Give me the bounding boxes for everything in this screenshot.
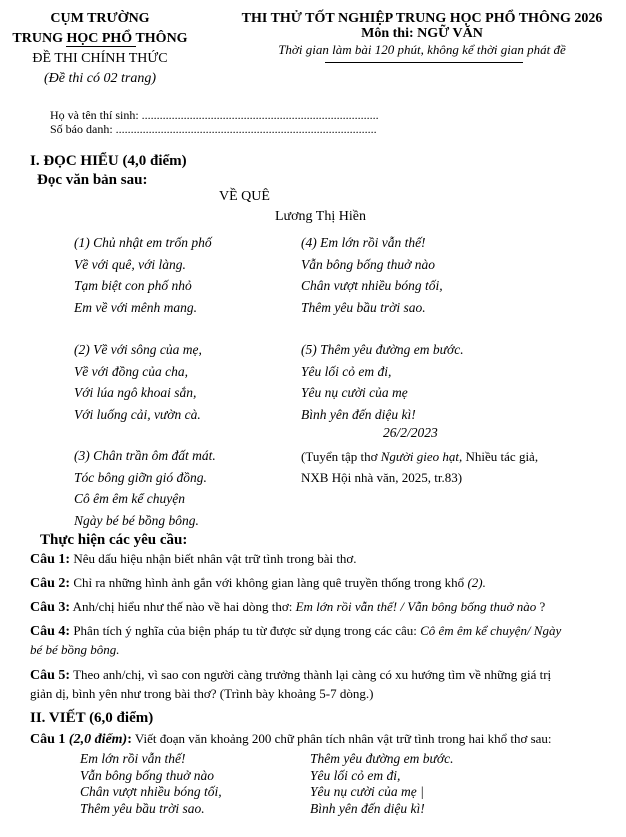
exam-duration: Thời gian làm bài 120 phút, không kể thời gian phát đề bbox=[278, 42, 566, 57]
tasks-title: Thực hiện các yêu cầu: bbox=[40, 532, 188, 548]
poem-line: Yêu nụ cười của mẹ bbox=[301, 385, 408, 400]
poem-source bbox=[301, 446, 538, 488]
question-text: Theo anh/chị, vì sao con người càng trưởng thành lại càng có xu hướng tìm về những giá trị bbox=[70, 667, 552, 682]
question-4 bbox=[30, 623, 561, 640]
poem-line: Yêu lối cỏ em đi, bbox=[301, 363, 392, 379]
question-text: Phân tích ý nghĩa của biện pháp tu từ được sử dụng trong các câu: bbox=[70, 623, 421, 638]
question-label: Câu 1: bbox=[30, 552, 71, 567]
poem-line: (1) Chủ nhật em trốn phố bbox=[74, 235, 212, 250]
source-publisher: NXB Hội nhà văn, 2025, tr.83) bbox=[301, 470, 463, 485]
poem-line: Em về với mênh mang. bbox=[74, 299, 198, 315]
verse-line: Em lớn rồi vẫn thế! bbox=[80, 751, 186, 766]
poem-line: Với lúa ngô khoai sắn, bbox=[74, 385, 197, 400]
poem-date: 26/2/2023 bbox=[383, 425, 438, 440]
poem-stanza-3 bbox=[74, 445, 216, 531]
poem-line: Chân vượt nhiều bóng tối, bbox=[301, 278, 443, 293]
poem-stanza-1 bbox=[74, 232, 212, 318]
question-quote: Em lớn rồi vẫn thế! / Vẫn bông bống thuở nào bbox=[295, 599, 537, 614]
poem-line: Vẫn bông bống thuở nào bbox=[301, 256, 435, 272]
question-label: Câu 1 bbox=[30, 732, 69, 747]
poem-line: (2) Về với sông của mẹ, bbox=[74, 342, 202, 357]
source-suffix: Nhiều tác giả, bbox=[462, 449, 539, 464]
poem-line: (4) Em lớn rồi vẫn thế! bbox=[301, 235, 426, 250]
question-points: (2,0 điểm) bbox=[68, 732, 128, 747]
verse-line: Chân vượt nhiều bóng tối, bbox=[80, 784, 222, 799]
section-writing-title: II. VIẾT (6,0 điểm) bbox=[30, 710, 154, 726]
school-underline bbox=[66, 46, 136, 47]
school-name: TRUNG HỌC PHỔ THÔNG bbox=[12, 31, 188, 46]
question-label: Câu 5: bbox=[30, 668, 71, 683]
verse-line: Thêm yêu bầu trời sao. bbox=[80, 800, 205, 816]
candidate-name-field[interactable]: Họ và tên thí sinh: ............................................................................... bbox=[50, 108, 379, 122]
question-text: Nêu dấu hiệu nhận biết nhân vật trữ tình trong bài thơ. bbox=[70, 551, 357, 566]
question-text: Viết đoạn văn khoảng 200 chữ phân tích nhân vật trữ tình trong hai khổ thơ sau: bbox=[131, 731, 552, 746]
poem-line: Thêm yêu bầu trời sao. bbox=[301, 299, 426, 315]
question-2 bbox=[30, 575, 486, 592]
poem-line: (5) Thêm yêu đường em bước. bbox=[301, 342, 464, 357]
question-quote: Cô êm êm kể chuyện/ Ngày bbox=[420, 623, 562, 638]
poem-stanza-4 bbox=[301, 232, 443, 318]
header-right-underline bbox=[325, 62, 523, 63]
question-label: Câu 2: bbox=[30, 576, 71, 591]
poem-line: Về với quê, với làng. bbox=[74, 256, 186, 272]
poem-line: Ngày bé bé bồng bông. bbox=[74, 512, 199, 528]
question-4-cont: bé bé bồng bông. bbox=[30, 642, 120, 657]
writing-verse-left bbox=[80, 751, 222, 817]
poem-line: Cô êm êm kể chuyện bbox=[74, 491, 185, 506]
exam-title: THI THỬ TỐT NGHIỆP TRUNG HỌC PHỔ THÔNG 2026 bbox=[241, 11, 603, 26]
verse-line: Thêm yêu đường em bước. bbox=[310, 751, 454, 766]
verse-line: Vẫn bông bống thuở nào bbox=[80, 767, 214, 783]
poem-title: VỀ QUÊ bbox=[219, 189, 270, 204]
question-5 bbox=[30, 667, 551, 684]
question-label: Câu 3: bbox=[30, 600, 71, 615]
question-colon: : bbox=[127, 732, 132, 747]
writing-verse-right bbox=[310, 751, 453, 817]
poem-author: Lương Thị Hiền bbox=[275, 209, 366, 224]
section-reading-title: I. ĐỌC HIỂU (4,0 điểm) bbox=[30, 153, 187, 169]
poem-line: Tạm biệt con phố nhỏ bbox=[74, 278, 192, 293]
poem-line: Tóc bông giỡn gió đồng. bbox=[74, 469, 207, 485]
reading-instruction: Đọc văn bản sau: bbox=[37, 172, 148, 188]
verse-line: Yêu nụ cười của mẹ | bbox=[310, 784, 424, 799]
poem-line: Với luống cải, vườn cà. bbox=[74, 406, 201, 422]
exam-subject: Môn thi: NGỮ VĂN bbox=[361, 26, 483, 41]
poem-stanza-2 bbox=[74, 339, 202, 425]
question-label: Câu 4: bbox=[30, 624, 71, 639]
question-5-cont: giản dị, bình yên như trong bài thơ? (Trình bày khoảng 5-7 dòng.) bbox=[30, 686, 374, 701]
poem-line: Về với đồng của cha, bbox=[74, 363, 189, 379]
question-end: ? bbox=[536, 599, 546, 614]
poem-line: Bình yên đến diệu kì! bbox=[301, 406, 416, 422]
question-text: Chỉ ra những hình ảnh gắn với không gian làng quê truyền thống trong khổ bbox=[70, 575, 468, 590]
source-prefix: (Tuyển tập thơ bbox=[301, 449, 381, 464]
source-book: Người gieo hạt, bbox=[380, 449, 463, 464]
question-1 bbox=[30, 551, 357, 568]
poem-stanza-5 bbox=[301, 339, 464, 425]
writing-question-1 bbox=[30, 731, 552, 748]
question-ref: (2). bbox=[467, 575, 486, 590]
verse-line: Bình yên đến diệu kì! bbox=[310, 800, 425, 816]
page-count-note: (Đề thi có 02 trang) bbox=[44, 71, 156, 86]
official-exam-label: ĐỀ THI CHÍNH THỨC bbox=[32, 51, 168, 66]
school-cluster: CỤM TRƯỜNG bbox=[50, 11, 150, 26]
poem-line: (3) Chân trần ôm đất mát. bbox=[74, 448, 216, 463]
question-text: Anh/chị hiểu như thế nào về hai dòng thơ: bbox=[70, 599, 296, 614]
question-3 bbox=[30, 599, 545, 616]
verse-line: Yêu lối cỏ em đi, bbox=[310, 767, 401, 783]
candidate-id-field[interactable]: Số báo danh: ....................................................................................... bbox=[50, 122, 377, 136]
